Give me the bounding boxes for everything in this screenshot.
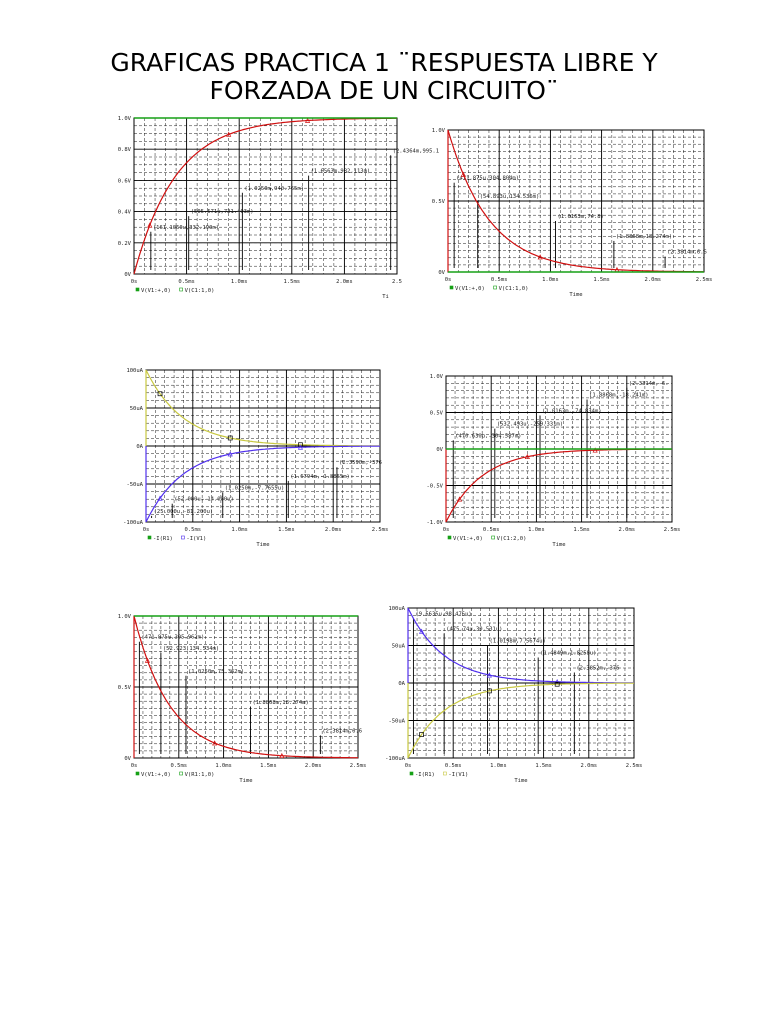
legend-marker xyxy=(136,288,139,291)
x-axis-label: Time xyxy=(239,778,253,784)
cursor-label: (1.0163m,74.8) xyxy=(557,214,604,221)
legend-entry: V(C1:1,0) xyxy=(184,288,215,294)
x-tick-label: 1.5ms xyxy=(260,763,277,769)
x-tick-label: 0.5ms xyxy=(184,527,202,533)
legend-entry: V(V1:+,0) xyxy=(453,536,483,542)
chart-4 xyxy=(416,370,681,550)
cursor-label: (2.3814m,6.6 xyxy=(667,249,707,256)
x-tick-label: 0s xyxy=(442,527,450,533)
x-tick-label: 0.5ms xyxy=(170,763,188,769)
cursor-label: (2.3590m,-376 xyxy=(338,460,382,467)
y-tick-label: 0.4V xyxy=(117,209,131,216)
y-tick-label: 1.0V xyxy=(117,614,131,620)
legend-marker xyxy=(136,772,139,775)
x-tick-label: 0s xyxy=(130,763,138,769)
x-tick-label: 1.0ms xyxy=(528,527,545,533)
y-tick-label: -50uA xyxy=(388,718,405,725)
y-tick-label: 0V xyxy=(124,272,131,278)
cursor-label: (1.6563m,982.113m) xyxy=(310,168,371,175)
x-tick-label: 2.0ms xyxy=(580,763,598,769)
y-tick-label: 50uA xyxy=(391,643,405,650)
x-tick-label: 1.0ms xyxy=(542,277,559,283)
y-tick-label: 0.5V xyxy=(429,410,443,417)
cursor-label: (1.0163m,-74.834m) xyxy=(542,408,602,415)
cursor-label: (2.3852m,-376 xyxy=(576,665,620,672)
x-tick-label: 0.5ms xyxy=(178,279,195,285)
cursor-label: (470.630u,-304.587m) xyxy=(455,433,522,440)
x-tick-label: 1.0ms xyxy=(230,279,248,285)
x-tick-label: 1.5ms xyxy=(593,277,610,283)
y-tick-label: -100uA xyxy=(385,756,405,762)
x-tick-label: 0s xyxy=(404,763,412,769)
x-tick-label: 2.5ms xyxy=(625,763,643,769)
x-tick-label: 1.5ms xyxy=(278,527,295,533)
cursor-label: (1.0198m,7.5674u) xyxy=(489,638,546,645)
x-axis-label: Time xyxy=(569,292,583,298)
x-tick-label: 2.0ms xyxy=(324,527,342,533)
y-tick-label: 0.2V xyxy=(117,240,131,247)
cursor-label: (52.000u,-14.000u) xyxy=(174,496,234,503)
y-tick-label: 0.5V xyxy=(117,685,131,691)
y-tick-label: 50uA xyxy=(129,406,143,412)
cursor-label: (54.893u,134.536m) xyxy=(479,194,540,201)
cursor-label: (1.4849m,1.8258u) xyxy=(540,650,597,657)
y-tick-label: 0V xyxy=(438,270,445,276)
y-tick-label: -1.0V xyxy=(426,520,443,526)
cursor-label: (2.3814m,6.6 xyxy=(322,728,363,735)
legend-marker xyxy=(448,536,451,539)
x-tick-label: 1.5ms xyxy=(283,279,301,285)
x-tick-label: 2.5ms xyxy=(695,277,713,283)
legend-entry: V(C1:2,0) xyxy=(496,536,527,542)
cursor-label: (1.8868m,-18.241m) xyxy=(589,392,649,399)
x-tick-label: 1.0ms xyxy=(490,763,507,769)
y-tick-label: 0A xyxy=(136,444,143,450)
cursor-label: (505.571u,721.403m) xyxy=(190,209,254,216)
cursor-label: (1.8868m,18.274m) xyxy=(615,233,673,240)
y-tick-label: 0A xyxy=(398,681,405,687)
chart-3 xyxy=(112,364,390,550)
legend-entry: V(V1:+,0) xyxy=(141,288,171,294)
x-tick-label: 1.0ms xyxy=(231,527,248,533)
legend-entry: V(V1:+,0) xyxy=(141,772,171,778)
cursor-label: (52.923,134.534m) xyxy=(162,646,220,653)
cursor-label: (1.0250m,-7.7655u) xyxy=(224,485,285,492)
x-tick-label: 2.5ms xyxy=(663,527,681,533)
legend-entry: -I(V1) xyxy=(186,536,207,542)
legend-entry: -I(R1) xyxy=(415,772,435,778)
y-tick-label: -100uA xyxy=(123,520,143,526)
x-tick-label: 0s xyxy=(444,277,452,283)
legend-entry: -I(V1) xyxy=(448,772,469,778)
cursor-label: (1.8868m,18.274m) xyxy=(252,700,309,707)
y-tick-label: 1.0V xyxy=(431,128,445,134)
x-tick-label: 2.0ms xyxy=(304,763,322,769)
x-axis-label: Time xyxy=(514,778,528,784)
x-tick-label: 0s xyxy=(142,527,150,533)
chart-6 xyxy=(378,600,648,784)
y-tick-label: 1.0V xyxy=(117,116,131,122)
x-axis-label: Ti xyxy=(382,294,389,300)
y-tick-label: 0.6V xyxy=(117,178,131,185)
legend-entry: V(V1:+,0) xyxy=(455,286,485,292)
y-tick-label: -0.5V xyxy=(426,483,443,490)
legend-entry: -I(R1) xyxy=(153,536,173,542)
page-title-line-1: GRAFICAS PRACTICA 1 ¨RESPUESTA LIBRE Y xyxy=(110,48,658,77)
x-tick-label: 0.5ms xyxy=(490,277,508,283)
legend-entry: V(C1:1,0) xyxy=(498,286,529,292)
x-tick-label: 2.5ms xyxy=(371,527,389,533)
cursor-label: (25.000u,-81.200u) xyxy=(153,508,214,515)
legend-marker xyxy=(148,536,151,539)
cursor-label: (1.0250m,75.362m) xyxy=(187,668,245,675)
chart-5 xyxy=(112,608,370,784)
y-tick-label: 100uA xyxy=(388,606,405,612)
x-tick-label: 2.5ms xyxy=(349,763,367,769)
cursor-label: (532.493u,-259.331m) xyxy=(496,421,564,428)
cursor-label: (2.4364m,995.1 xyxy=(392,148,440,155)
cursor-label: (471.875u,305.962m) xyxy=(141,634,205,641)
legend-marker xyxy=(410,772,413,775)
y-tick-label: 0V xyxy=(436,447,443,453)
y-tick-label: 1.0V xyxy=(429,374,443,380)
cursor-label: (471.875u,304.804m) xyxy=(456,175,520,182)
cursor-label: (1.0250m,940.765m) xyxy=(244,185,304,192)
y-tick-label: 0.5V xyxy=(431,199,445,205)
x-tick-label: 2.5 xyxy=(392,279,402,285)
x-tick-label: 0s xyxy=(130,279,138,285)
legend-marker xyxy=(443,772,446,775)
x-tick-label: 2.0ms xyxy=(618,527,636,533)
legend-marker xyxy=(180,288,183,291)
y-tick-label: 100uA xyxy=(126,368,143,374)
x-tick-label: 2.0ms xyxy=(336,279,353,285)
cursor-label: (9.5635u,98.475u) xyxy=(415,611,472,618)
cursor-label: (1.6794m,-1.8855m) xyxy=(290,473,350,480)
cursor-label: (475.74u,30.531u) xyxy=(446,626,503,633)
y-tick-label: -50uA xyxy=(126,482,143,488)
legend-marker xyxy=(180,772,183,775)
cursor-label: (161.1060u,332.190m) xyxy=(152,224,220,231)
cursor-label: (2.3314m,-6. xyxy=(628,380,669,387)
minor-grid xyxy=(134,118,397,274)
legend-marker xyxy=(181,536,184,539)
legend-marker xyxy=(492,536,495,539)
x-tick-label: 1.5ms xyxy=(535,763,552,769)
y-tick-label: 0.8V xyxy=(117,147,131,154)
y-tick-label: 0V xyxy=(124,756,131,762)
page-title-line-2: FORZADA DE UN CIRCUITO¨ xyxy=(209,76,559,105)
x-tick-label: 2.0ms xyxy=(644,277,662,283)
x-axis-label: Time xyxy=(256,542,270,548)
legend-marker xyxy=(450,286,453,289)
legend-entry: V(R1:1,0) xyxy=(184,772,215,778)
x-tick-label: 1.5ms xyxy=(573,527,590,533)
x-tick-label: 0.5ms xyxy=(444,763,462,769)
legend-marker xyxy=(494,286,497,289)
chart-2 xyxy=(418,122,718,300)
x-axis-label: Time xyxy=(552,542,566,548)
x-tick-label: 1.0ms xyxy=(215,763,232,769)
x-tick-label: 0.5ms xyxy=(482,527,500,533)
